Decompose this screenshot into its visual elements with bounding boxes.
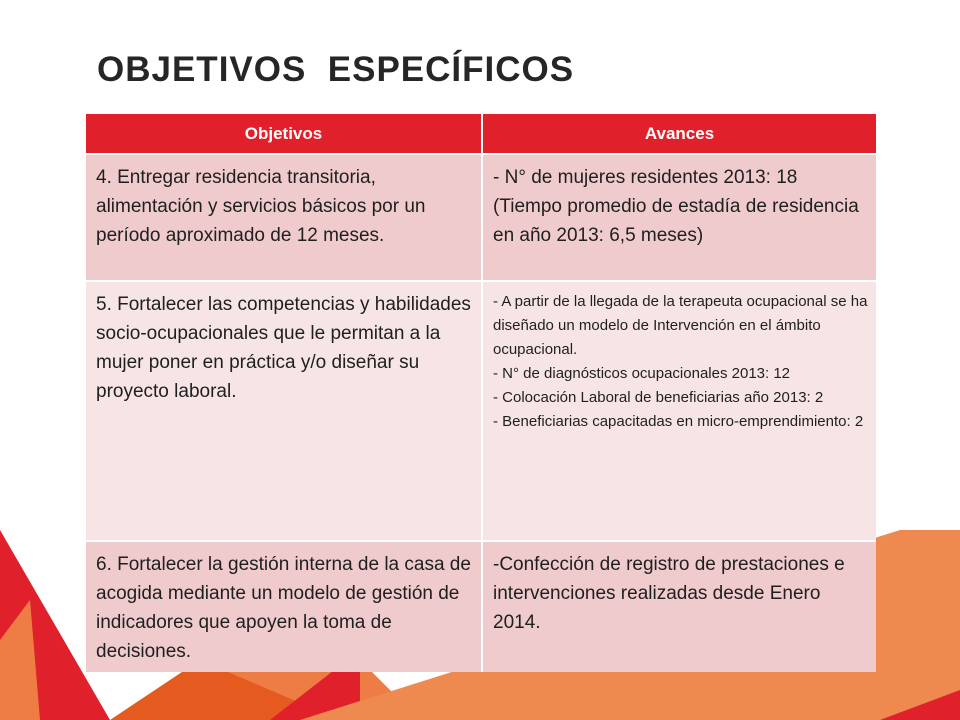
objetivo-cell: 4. Entregar residencia transitoria, alimentación y servicios básicos por un período aproximado de 12 meses. (86, 154, 482, 281)
avance-item: - Beneficiarias capacitadas en micro-emprendimiento: 2 (493, 413, 864, 430)
objetivo-cell: 6. Fortalecer la gestión interna de la casa de acogida mediante un modelo de gestión de indicadores que apoyen la toma de decisiones. (86, 541, 482, 672)
table-row (86, 281, 876, 541)
objectives-table (86, 114, 876, 672)
table-row (86, 541, 876, 672)
avance-item: - N° de mujeres residentes 2013: 18 (Tiempo promedio de estadía de residencia en año 2013: 6,5 meses) (493, 167, 859, 246)
avances-cell (482, 281, 876, 541)
table-row (86, 154, 876, 281)
avances-cell (482, 541, 876, 672)
avance-item: - Colocación Laboral de beneficiarias año 2013: 2 (493, 389, 824, 406)
avance-item: -Confección de registro de prestaciones e intervenciones realizadas desde Enero 2014. (493, 554, 845, 633)
avance-item: - A partir de la llegada de la terapeuta ocupacional se ha diseñado un modelo de Intervención en el ámbito ocupacional. (493, 293, 868, 358)
slide-title: OBJETIVOS ESPECÍFICOS (97, 50, 575, 89)
header-objetivos: Objetivos (86, 114, 482, 154)
objetivo-cell: 5. Fortalecer las competencias y habilidades socio-ocupacionales que le permitan a la mujer poner en práctica y/o diseñar su proyecto laboral. (86, 281, 482, 541)
avance-item: - N° de diagnósticos ocupacionales 2013: 12 (493, 365, 791, 382)
header-avances: Avances (482, 114, 876, 154)
table-header-row (86, 114, 876, 154)
avances-cell (482, 154, 876, 281)
